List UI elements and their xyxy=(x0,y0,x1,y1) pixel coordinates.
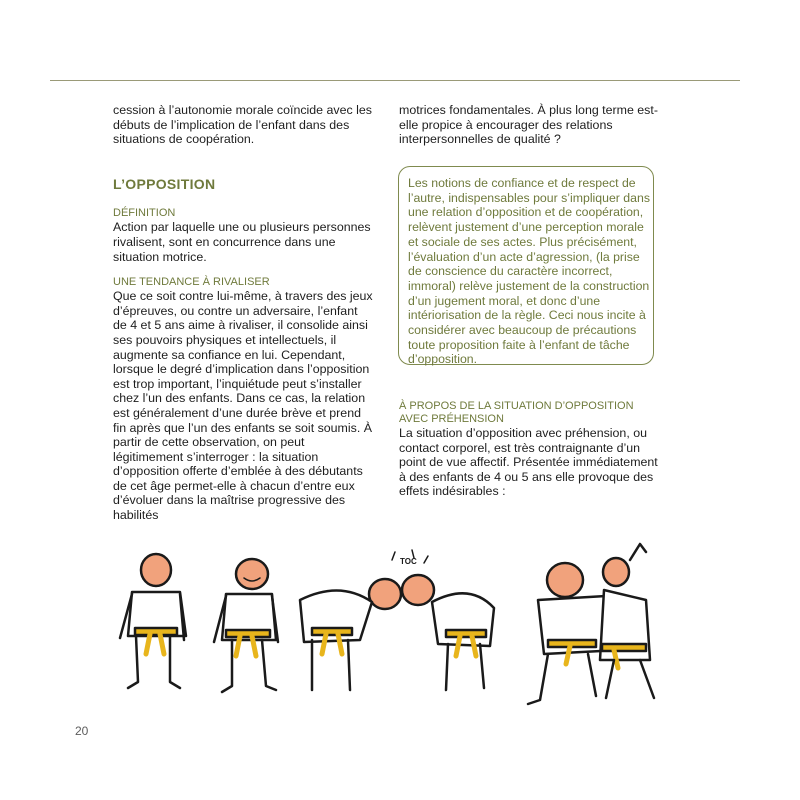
child-standing-1 xyxy=(120,554,186,688)
callout-text: Les notions de confiance et de respect de l’autre, indispensables pour s’impliquer dans une relation d’opposition et de coopération, relèvent justement d’une perception morale et sociale de ses actes. Plus précisément, l’évaluation d’un acte d’agression, (la prise de conscience du caractère incorrect, immoral) relève justement de la construction d’un jugement moral, et donc d’une intériorisation de la règle. Ceci nous incite à considérer avec beaucoup de précautions toute proposition faite à l’enfant de tâche d’opposition. xyxy=(408,176,650,367)
header-rule xyxy=(50,80,740,81)
continuation-paragraph: motrices fondamentales. À plus long terme est-elle propice à encourager des relations interpersonnelles de qualité ? xyxy=(399,103,658,147)
judo-children-illustration-icon xyxy=(0,530,800,720)
section-title: L’OPPOSITION xyxy=(113,175,216,192)
left-column xyxy=(113,103,373,523)
intro-paragraph: cession à l’autonomie morale coïncide avec les débuts de l’implication de l’enfant dans des situations de coopération. xyxy=(113,103,372,147)
right-column-top xyxy=(399,103,659,147)
tendency-text: Que ce soit contre lui-même, à travers des jeux d’épreuves, ou contre un adversaire, l’enfant de 4 et 5 ans aime à rivaliser, il consolide ainsi ses pouvoirs physiques et intellectuels, il augmente sa confiance en lui. Cependant, lorsque le degré d’implication dans l’opposition est trop important, l’inquiétude peut s’installer chez l’un des enfants. Dans ce cas, la relation est généralement d’une durée brève et prend fin après que l’un des enfants se soit soumis. À partir de cette observation, on peut légitimement s’interroger : la situation d’opposition offerte d’emblée à des débutants de cet âge permet-elle à chacun d’entre eux d’évoluer dans la maîtrise progressive des habilités xyxy=(113,289,373,523)
subsection-heading: À PROPOS DE LA SITUATION D’OPPOSITION AVEC PRÉHENSION xyxy=(399,400,634,425)
child-standing-2 xyxy=(214,559,278,692)
tendency-heading: UNE TENDANCE À RIVALISER xyxy=(113,276,270,289)
sound-effect-label: TOC xyxy=(400,557,417,566)
children-grappling-pair xyxy=(528,544,654,704)
children-bowing-pair xyxy=(300,550,494,690)
subsection xyxy=(399,400,659,499)
subsection-text: La situation d’opposition avec préhension, ou contact corporel, est très contraignante d’un point de vue affectif. Présentée immédiatement à des enfants de 4 ou 5 ans elle provoque des effets indésirables : xyxy=(399,426,658,499)
page-number: 20 xyxy=(75,724,89,738)
definition-text: Action par laquelle une ou plusieurs personnes rivalisent, sont en concurrence dans une situation motrice. xyxy=(113,220,371,264)
callout-box xyxy=(398,166,654,365)
definition-heading: DÉFINITION xyxy=(113,207,176,220)
